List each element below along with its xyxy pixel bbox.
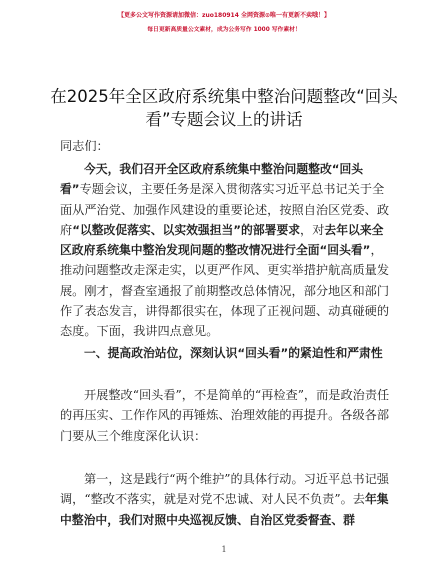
page-number: 1 [221,545,227,554]
promo-banner-line2: 每日更新高质量公文素材，成为公务写作 1000 写作素材！ [147,27,301,33]
section-heading-1: 一、提高政治站位，深刻认识“回头看”的紧迫性和严肃性 [84,346,383,360]
paragraph-intro-seg-6: ，推动问题整改走深走实，以更严作风、更实举措护航高质量发展。刚才，督查室通报了前期整改总体情况，部分地区和部门作了表态发言，讲得都很实在，体现了正视问题、动真碰硬的态度。下面，我讲四点意见。 [60,243,390,339]
paragraph-intro-seg-5: 去年以来全区政府系统集中整治发现问题的整改情况进行全面“回头看” [60,222,384,258]
paragraph-3-seg-1: 第一，这是践行“两个维护”的具体行动。习近平总书记强调，“整改不落实，就是对党不忠诚、对人民不负责”。去 [60,472,389,507]
document-title: 在2025年全区政府系统集中整治问题整改“回头看”专题会议上的讲话 [50,87,398,129]
promo-banner-line1: 【更多公文写作资源请加微信：zuo180914 全网资源⊙唯一有更新不卖哦！】 [117,12,331,19]
paragraph-intro-seg-2: 专题会议，主要任务是深入贯彻落实习近平总书记关于全面从严治党、加强作风建设的重要论述，按照自治区党委、政府 [60,182,390,237]
paragraph-2: 开展整改“回头看”，不是简单的“再检查”，而是政治责任的再压实、工作作风的再锤炼、治理效能的再提升。各级各部门要从三个维度深化认识： [60,388,390,443]
paragraph-intro [60,159,392,342]
paragraph-intro-seg-1: 今天，我们召开全区政府系统集中整治问题整改“回头看” [60,162,364,197]
paragraph-3 [60,469,392,530]
paragraph-3-seg-2: 年集中整治中，我们对照中央巡视反馈、自治区党委督查、群 [60,492,389,527]
greeting: 同志们： [60,139,109,153]
paragraph-intro-seg-4: ，对 [300,222,325,237]
paragraph-intro-seg-3: “以整改促落实、以实效强担当”的部署要求 [72,222,301,237]
